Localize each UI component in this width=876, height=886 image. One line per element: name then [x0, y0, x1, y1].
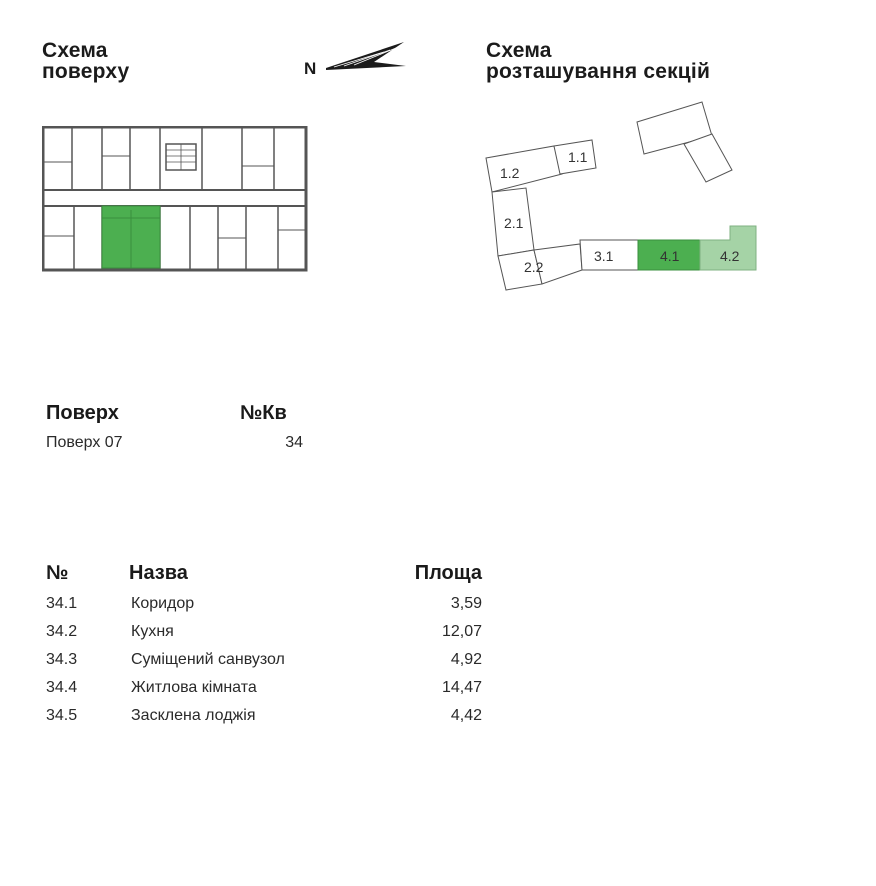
room-number: 34.5	[46, 707, 78, 724]
room-number: 34.2	[46, 623, 78, 640]
rooms-header-number: №	[46, 562, 69, 584]
room-name: Житлова кімната	[131, 679, 257, 696]
north-arrow	[304, 40, 408, 78]
table-row	[46, 650, 486, 678]
table-row	[46, 594, 486, 622]
room-area: 4,42	[450, 707, 482, 724]
north-label: N	[304, 59, 317, 78]
room-area: 3,59	[450, 595, 482, 612]
table-row	[46, 706, 486, 734]
section-label-2-1: 2.1	[504, 215, 524, 231]
section-label-4-2: 4.2	[720, 248, 740, 264]
rooms-header-name: Назва	[129, 562, 188, 584]
room-area: 14,47	[441, 679, 482, 696]
floor-plan-outline	[43, 127, 306, 270]
section-label-4-1: 4.1	[660, 248, 680, 264]
rooms-header-area: Площа	[414, 562, 482, 584]
section-location-map	[484, 100, 774, 300]
room-name: Суміщений санвузол	[131, 651, 285, 668]
sections-scheme-title-line1: Схема	[486, 39, 552, 62]
sections-scheme-title-line2: розташування секцій	[486, 60, 711, 83]
section-label-2-2: 2.2	[524, 259, 544, 275]
section-shape-1-2	[486, 146, 562, 192]
room-area: 12,07	[441, 623, 482, 640]
room-name: Кухня	[131, 623, 174, 640]
section-label-3-1: 3.1	[594, 248, 614, 264]
floor-scheme-title-line2: поверху	[42, 60, 130, 83]
apartment-number-value: 34	[285, 434, 303, 451]
rooms-table-body	[46, 594, 486, 734]
sections-scheme-title	[486, 40, 710, 82]
apartment-number-header: №Кв	[240, 402, 287, 424]
room-number: 34.4	[46, 679, 78, 696]
floor-scheme-title-line1: Схема	[42, 39, 108, 62]
floor-plan-drawing	[42, 126, 308, 274]
table-row	[46, 622, 486, 650]
floor-header: Поверх	[46, 402, 119, 424]
room-name: Засклена лоджія	[131, 707, 256, 724]
table-row	[46, 678, 486, 706]
room-number: 34.3	[46, 651, 78, 668]
floor-value: Поверх 07	[46, 434, 123, 451]
room-name: Коридор	[131, 595, 195, 612]
room-area: 4,92	[450, 651, 482, 668]
room-number: 34.1	[46, 595, 78, 612]
section-label-1-2: 1.2	[500, 165, 520, 181]
floor-scheme-title	[42, 40, 129, 82]
section-label-1-1: 1.1	[568, 149, 588, 165]
north-arrow-icon	[324, 40, 408, 72]
section-outline-annex-2	[684, 134, 732, 182]
